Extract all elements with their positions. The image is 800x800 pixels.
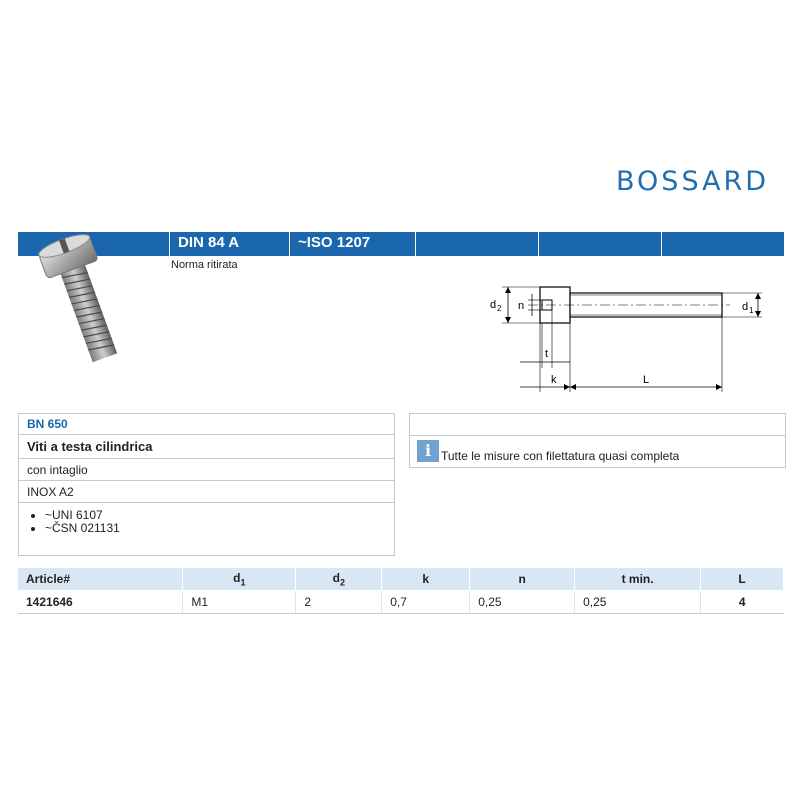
svg-text:d: d — [742, 301, 749, 313]
col-d1: $d_1$ — [183, 568, 296, 591]
svg-text:n: n — [518, 300, 525, 312]
din-standard: DIN 84 A — [178, 234, 240, 251]
bossard-logo — [616, 166, 769, 197]
product-material: INOX A2 — [19, 481, 394, 503]
table-header-row — [18, 568, 784, 591]
svg-text:t: t — [545, 348, 549, 360]
standard-item: • ~UNI 6107 — [45, 509, 386, 522]
product-info-box — [18, 413, 395, 556]
header-band — [18, 232, 784, 256]
product-photo — [36, 232, 126, 377]
svg-text:L: L — [643, 374, 650, 386]
cell-d1: M1 — [183, 591, 296, 614]
product-title: Viti a testa cilindrica — [19, 435, 394, 459]
col-article: Article# — [18, 568, 183, 591]
standard-item: • ~ČSN 021131 — [45, 522, 386, 535]
logo-text: BOSSARD — [616, 166, 770, 197]
svg-text:k: k — [551, 374, 557, 386]
info-icon: i — [417, 440, 439, 462]
band-separator — [538, 232, 539, 256]
iso-standard: ~ISO 1207 — [298, 234, 371, 251]
equivalent-standards — [19, 503, 394, 555]
cell-d2: 2 — [296, 591, 382, 614]
band-separator — [415, 232, 416, 256]
band-separator — [169, 232, 170, 256]
article-table — [18, 568, 784, 614]
technical-drawing — [480, 272, 770, 402]
cell-L: 4 — [701, 591, 784, 614]
svg-text:1: 1 — [749, 306, 754, 315]
note-text: Tutte le misure con filettatura quasi completa — [441, 449, 680, 463]
band-separator — [289, 232, 290, 256]
status-text: Norma ritirata — [171, 259, 238, 271]
col-k: k — [382, 568, 470, 591]
product-variant: con intaglio — [19, 459, 394, 481]
label-d2: d — [490, 299, 497, 311]
svg-text:2: 2 — [497, 304, 502, 313]
cell-n: 0,25 — [470, 591, 575, 614]
col-d2: $d_2$ — [296, 568, 382, 591]
cell-t: 0,25 — [575, 591, 701, 614]
note-box — [409, 413, 786, 468]
band-separator — [661, 232, 662, 256]
bn-number: BN 650 — [19, 414, 394, 435]
cell-k: 0,7 — [382, 591, 470, 614]
table-row[interactable] — [18, 591, 784, 614]
col-L: L — [701, 568, 784, 591]
cell-article[interactable]: 1421646 — [18, 591, 183, 614]
col-t: t min. — [575, 568, 701, 591]
col-n: n — [470, 568, 575, 591]
